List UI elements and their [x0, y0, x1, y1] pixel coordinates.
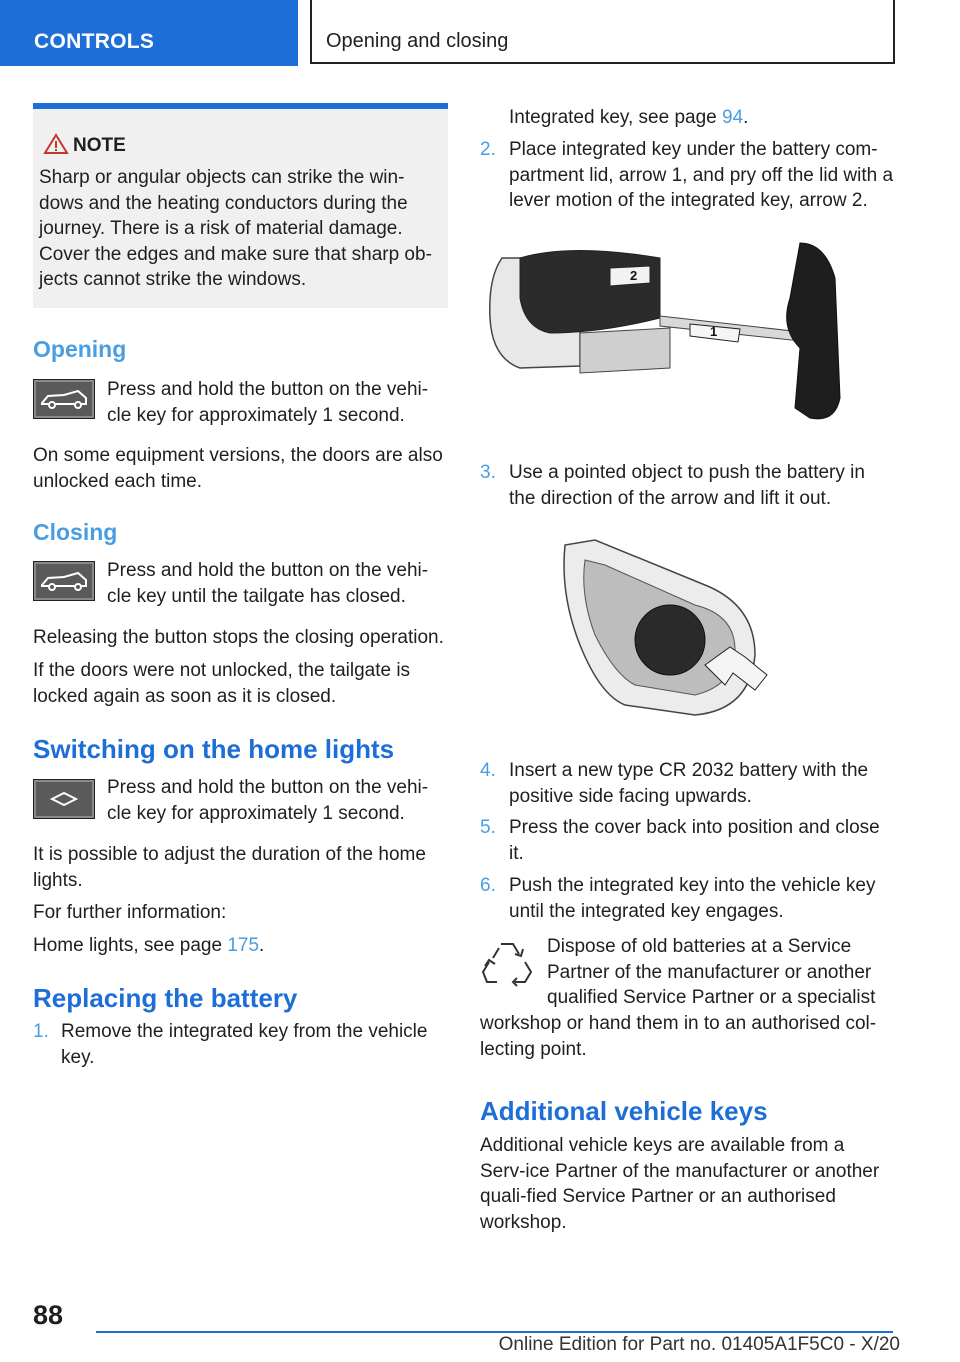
- additional-keys-body: Additional vehicle keys are available from a Serv-ice Partner of the manufacturer or another quali-fied Service Partner or an authorised workshop.: [480, 1135, 880, 1233]
- warning-icon: [43, 133, 69, 155]
- section-tab: CONTROLS: [0, 0, 298, 66]
- step-6-text: Push the integrated key into the vehicle key until the integrated key engages.: [509, 875, 876, 922]
- note-text: Sharp or angular objects can strike the win-dows and the heating conductors during the journey. There is a risk of material damage. Cover the edges and make sure that sharp ob-jects cannot strike the windows.: [39, 167, 432, 290]
- step-number: 1.: [33, 1021, 49, 1042]
- home-lights-heading: Switching on the home lights: [33, 734, 395, 764]
- ref-end: .: [259, 935, 265, 956]
- step-5-text: Press the cover back into position and close it.: [509, 817, 880, 864]
- opening-body: On some equipment versions, the doors are also unlocked each time.: [33, 445, 443, 492]
- additional-keys-heading: Additional vehicle keys: [480, 1096, 768, 1126]
- step-2-text: Place integrated key under the battery com-partment lid, arrow 1, and pry off the lid with a lever motion of the integrated key, arrow 2.: [509, 139, 894, 211]
- tailgate-close-icon: [33, 561, 95, 601]
- step-number: 3.: [480, 462, 496, 483]
- step-4-text: Insert a new type CR 2032 battery with the positive side facing upwards.: [509, 760, 869, 807]
- step-number: 4.: [480, 760, 496, 781]
- footer-edition: Online Edition for Part no. 01405A1F5C0 - X/20: [498, 1334, 900, 1355]
- closing-body-1: Releasing the button stops the closing operation.: [33, 627, 444, 648]
- page-link-94[interactable]: 94: [722, 107, 744, 128]
- step-number: 2.: [480, 139, 496, 160]
- step-1-ref: [509, 105, 894, 131]
- step-number: 5.: [480, 817, 496, 838]
- page-link-175[interactable]: 175: [227, 935, 260, 956]
- battery-removal-figure: [555, 535, 785, 720]
- home-lights-body-1: It is possible to adjust the duration of the home lights.: [33, 844, 426, 891]
- arrow-1-label: 1: [710, 324, 718, 339]
- tailgate-open-icon: [33, 379, 95, 419]
- battery-heading: Replacing the battery: [33, 983, 298, 1013]
- home-lights-ref: [33, 933, 448, 959]
- step-3-text: Use a pointed object to push the battery in the direction of the arrow and lift it out.: [509, 462, 865, 509]
- step-1-text: Remove the integrated key from the vehicle key.: [61, 1021, 428, 1068]
- closing-instruction: Press and hold the button on the vehi-cle key until the tailgate has closed.: [107, 560, 429, 607]
- page-number: 88: [33, 1300, 64, 1330]
- closing-body-2: If the doors were not unlocked, the tailgate is locked again as soon as it is closed.: [33, 660, 411, 707]
- home-lights-body-2: For further information:: [33, 902, 227, 923]
- ref-text: Home lights, see page: [33, 935, 228, 956]
- footer-divider: [96, 1331, 893, 1333]
- note-title: NOTE: [73, 135, 126, 156]
- diamond-icon: [34, 780, 94, 818]
- opening-instruction: Press and hold the button on the vehi-cle key for approximately 1 second.: [107, 379, 429, 426]
- note-box: [33, 103, 448, 308]
- opening-heading: Opening: [33, 336, 127, 362]
- closing-heading: Closing: [33, 519, 118, 545]
- car-rear-icon: [34, 380, 94, 418]
- home-lights-icon: [33, 779, 95, 819]
- car-rear-icon: [34, 562, 94, 600]
- home-lights-instruction: Press and hold the button on the vehi-cle key for approximately 1 second.: [107, 777, 429, 824]
- recycle-icon: [481, 938, 533, 990]
- arrow-2-label: 2: [630, 268, 638, 283]
- recycle-text-cont: workshop or hand them in to an authorised col-lecting point.: [480, 1013, 877, 1060]
- ref-end: .: [743, 107, 749, 128]
- recycle-text: Dispose of old batteries at a Service Partner of the manufacturer or another qualified Service Partner or a specialist: [547, 936, 876, 1008]
- step-number: 6.: [480, 875, 496, 896]
- ref-text: Integrated key, see page: [509, 107, 723, 128]
- chapter-title: Opening and closing: [310, 0, 895, 64]
- key-battery-lid-figure: [480, 238, 865, 433]
